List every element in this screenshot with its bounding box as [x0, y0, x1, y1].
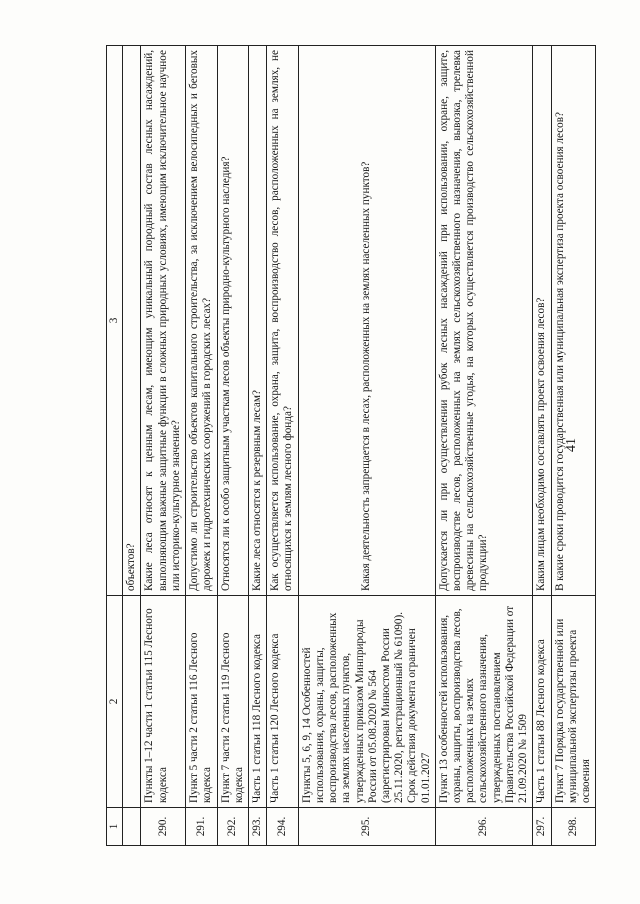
table-row	[217, 46, 248, 846]
header-column-legal-basis: 2	[107, 596, 123, 808]
table-row	[435, 46, 533, 846]
row-number: 298.	[551, 808, 596, 846]
row-legal-basis: Пункт 7 части 2 статьи 119 Лесного кодекса	[217, 596, 248, 808]
table-row	[141, 46, 186, 846]
row-legal-basis: Пункт 5 части 2 статьи 116 Лесного кодекса	[186, 596, 217, 808]
row-number: 293.	[248, 808, 266, 846]
row-number: 297.	[533, 808, 551, 846]
row-legal-basis: Часть 1 статьи 88 Лесного кодекса	[533, 596, 551, 808]
row-number: 290.	[141, 808, 186, 846]
row-legal-basis: Пункт 13 особенностей использования, охраны, защиты, воспроизводства лесов, расположенных на землях сельскохозяйственного назначения, утвержденных постановлением Правительства Российской Федерации от 21.09.2020 № 1509	[435, 596, 533, 808]
row-number: 291.	[186, 808, 217, 846]
table-row	[551, 46, 596, 846]
table-row	[248, 46, 266, 846]
row-question: Какая деятельность запрещается в лесах, расположенных на землях населенных пунктов?	[298, 46, 435, 596]
row-legal-basis	[123, 596, 141, 808]
table-row	[533, 46, 551, 846]
row-number: 292.	[217, 808, 248, 846]
header-column-number: 1	[107, 808, 123, 846]
row-question: Каким лицам необходимо составлять проект освоения лесов?	[533, 46, 551, 596]
table-row	[267, 46, 298, 846]
header-column-question: 3	[107, 46, 123, 596]
table-row	[298, 46, 435, 846]
row-question: Относятся ли к особо защитным участкам лесов объекты природно-культурного наследия?	[217, 46, 248, 596]
regulation-questions-table	[106, 45, 596, 846]
row-number: 296.	[435, 808, 533, 846]
row-legal-basis: Пункты 5, 6, 9, 14 Особенностей использования, охраны, защиты, воспроизводства лесов, расположенных на землях населенных пунктов, утвержденных приказом Минприроды России от 05.08.2020 № 564 (зарегистрирован Минюстом России 25.11.2020, регистрационный № 61090). Срок действия документа ограничен 01.01.2027	[298, 596, 435, 808]
row-number: 294.	[267, 808, 298, 846]
row-question: Какие леса относятся к резервным лесам?	[248, 46, 266, 596]
row-legal-basis: Пункт 7 Порядка государственной или муниципальной экспертизы проекта освоения	[551, 596, 596, 808]
row-question: В какие сроки проводится государственная или муниципальная экспертиза проекта освоения лесов?	[551, 46, 596, 596]
table-row	[186, 46, 217, 846]
row-question: Допустимо ли строительство объектов капитального строительства, за исключением велосипедных и беговых дорожек и гидротехнических сооружений в городских лесах?	[186, 46, 217, 596]
row-legal-basis: Часть 1 статьи 120 Лесного кодекса	[267, 596, 298, 808]
row-number: 295.	[298, 808, 435, 846]
row-number	[123, 808, 141, 846]
page-number: 41	[564, 438, 579, 452]
table-header-row	[107, 46, 123, 846]
row-question: Допускается ли при осуществлении рубок лесных насаждений при использовании, охране, защите, воспроизводстве лесов, расположенных на землях сельскохозяйственного назначения, вывозка, трелевка древесины на сельскохозяйственные угодья, на которых осуществляется производство сельскохозяйственной продукции?	[435, 46, 533, 596]
row-question: объектов?	[123, 46, 141, 596]
row-question: Как осуществляется использование, охрана, защита, воспроизводство лесов, расположенных на землях, не относящихся к землям лесного фонда?	[267, 46, 298, 596]
row-legal-basis: Часть 1 статьи 118 Лесного кодекса	[248, 596, 266, 808]
row-question: Какие леса относят к ценным лесам, имеющим уникальный породный состав лесных насаждений, выполняющим важные защитные функции в сложных природных условиях, имеющим исключительное научное или историко-культурное значение?	[141, 46, 186, 596]
table-row	[123, 46, 141, 846]
rotated-table-container	[106, 46, 592, 846]
row-legal-basis: Пункты 1–12 части 1 статьи 115 Лесного кодекса	[141, 596, 186, 808]
